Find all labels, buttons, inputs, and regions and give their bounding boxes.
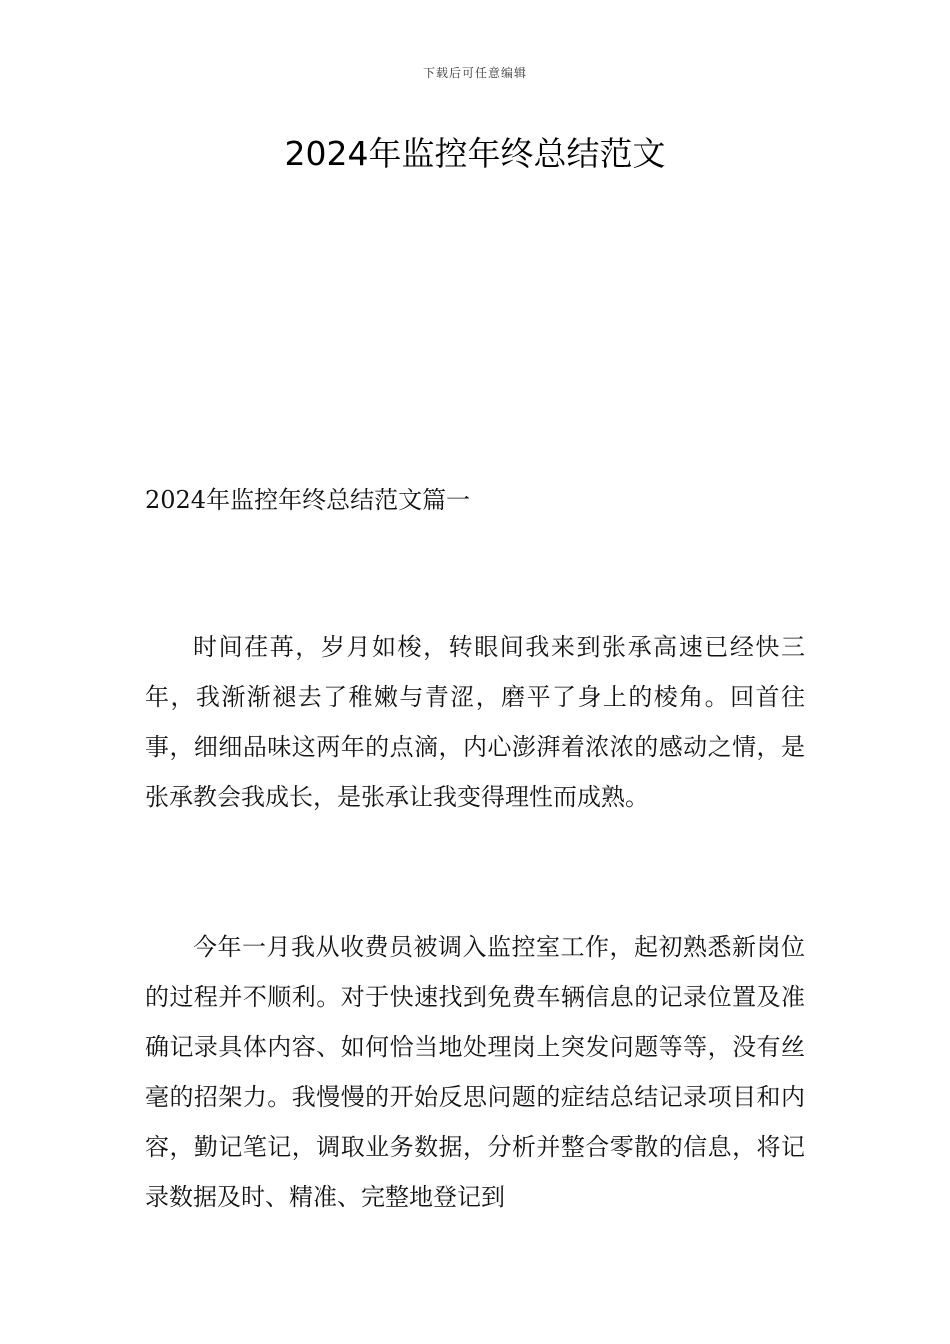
paragraph: 时间荏苒，岁月如梭，转眼间我来到张承高速已经快三年，我渐渐褪去了稚嫩与青涩，磨平了身上的棱角。回首往事，细细品味这两年的点滴，内心澎湃着浓浓的感动之情，是张承教会我成长，是张承让我变得理性而成熟。: [145, 633, 805, 811]
header-note: 下载后可任意编辑: [422, 66, 527, 80]
section-heading: 2024年监控年终总结范文篇一: [145, 486, 471, 514]
page-title: 2024年监控年终总结范文: [284, 134, 666, 173]
paragraph: 今年一月我从收费员被调入监控室工作，起初熟悉新岗位的过程并不顺利。对于快速找到免费车辆信息的记录位置及准确记录具体内容、如何恰当地处理岗上突发问题等等，没有丝毫的招架力。我慢慢的开始反思问题的症结总结记录项目和内容，勤记笔记，调取业务数据，分析并整合零散的信息，将记录数据及时、精准、完整地登记到: [145, 933, 805, 1211]
